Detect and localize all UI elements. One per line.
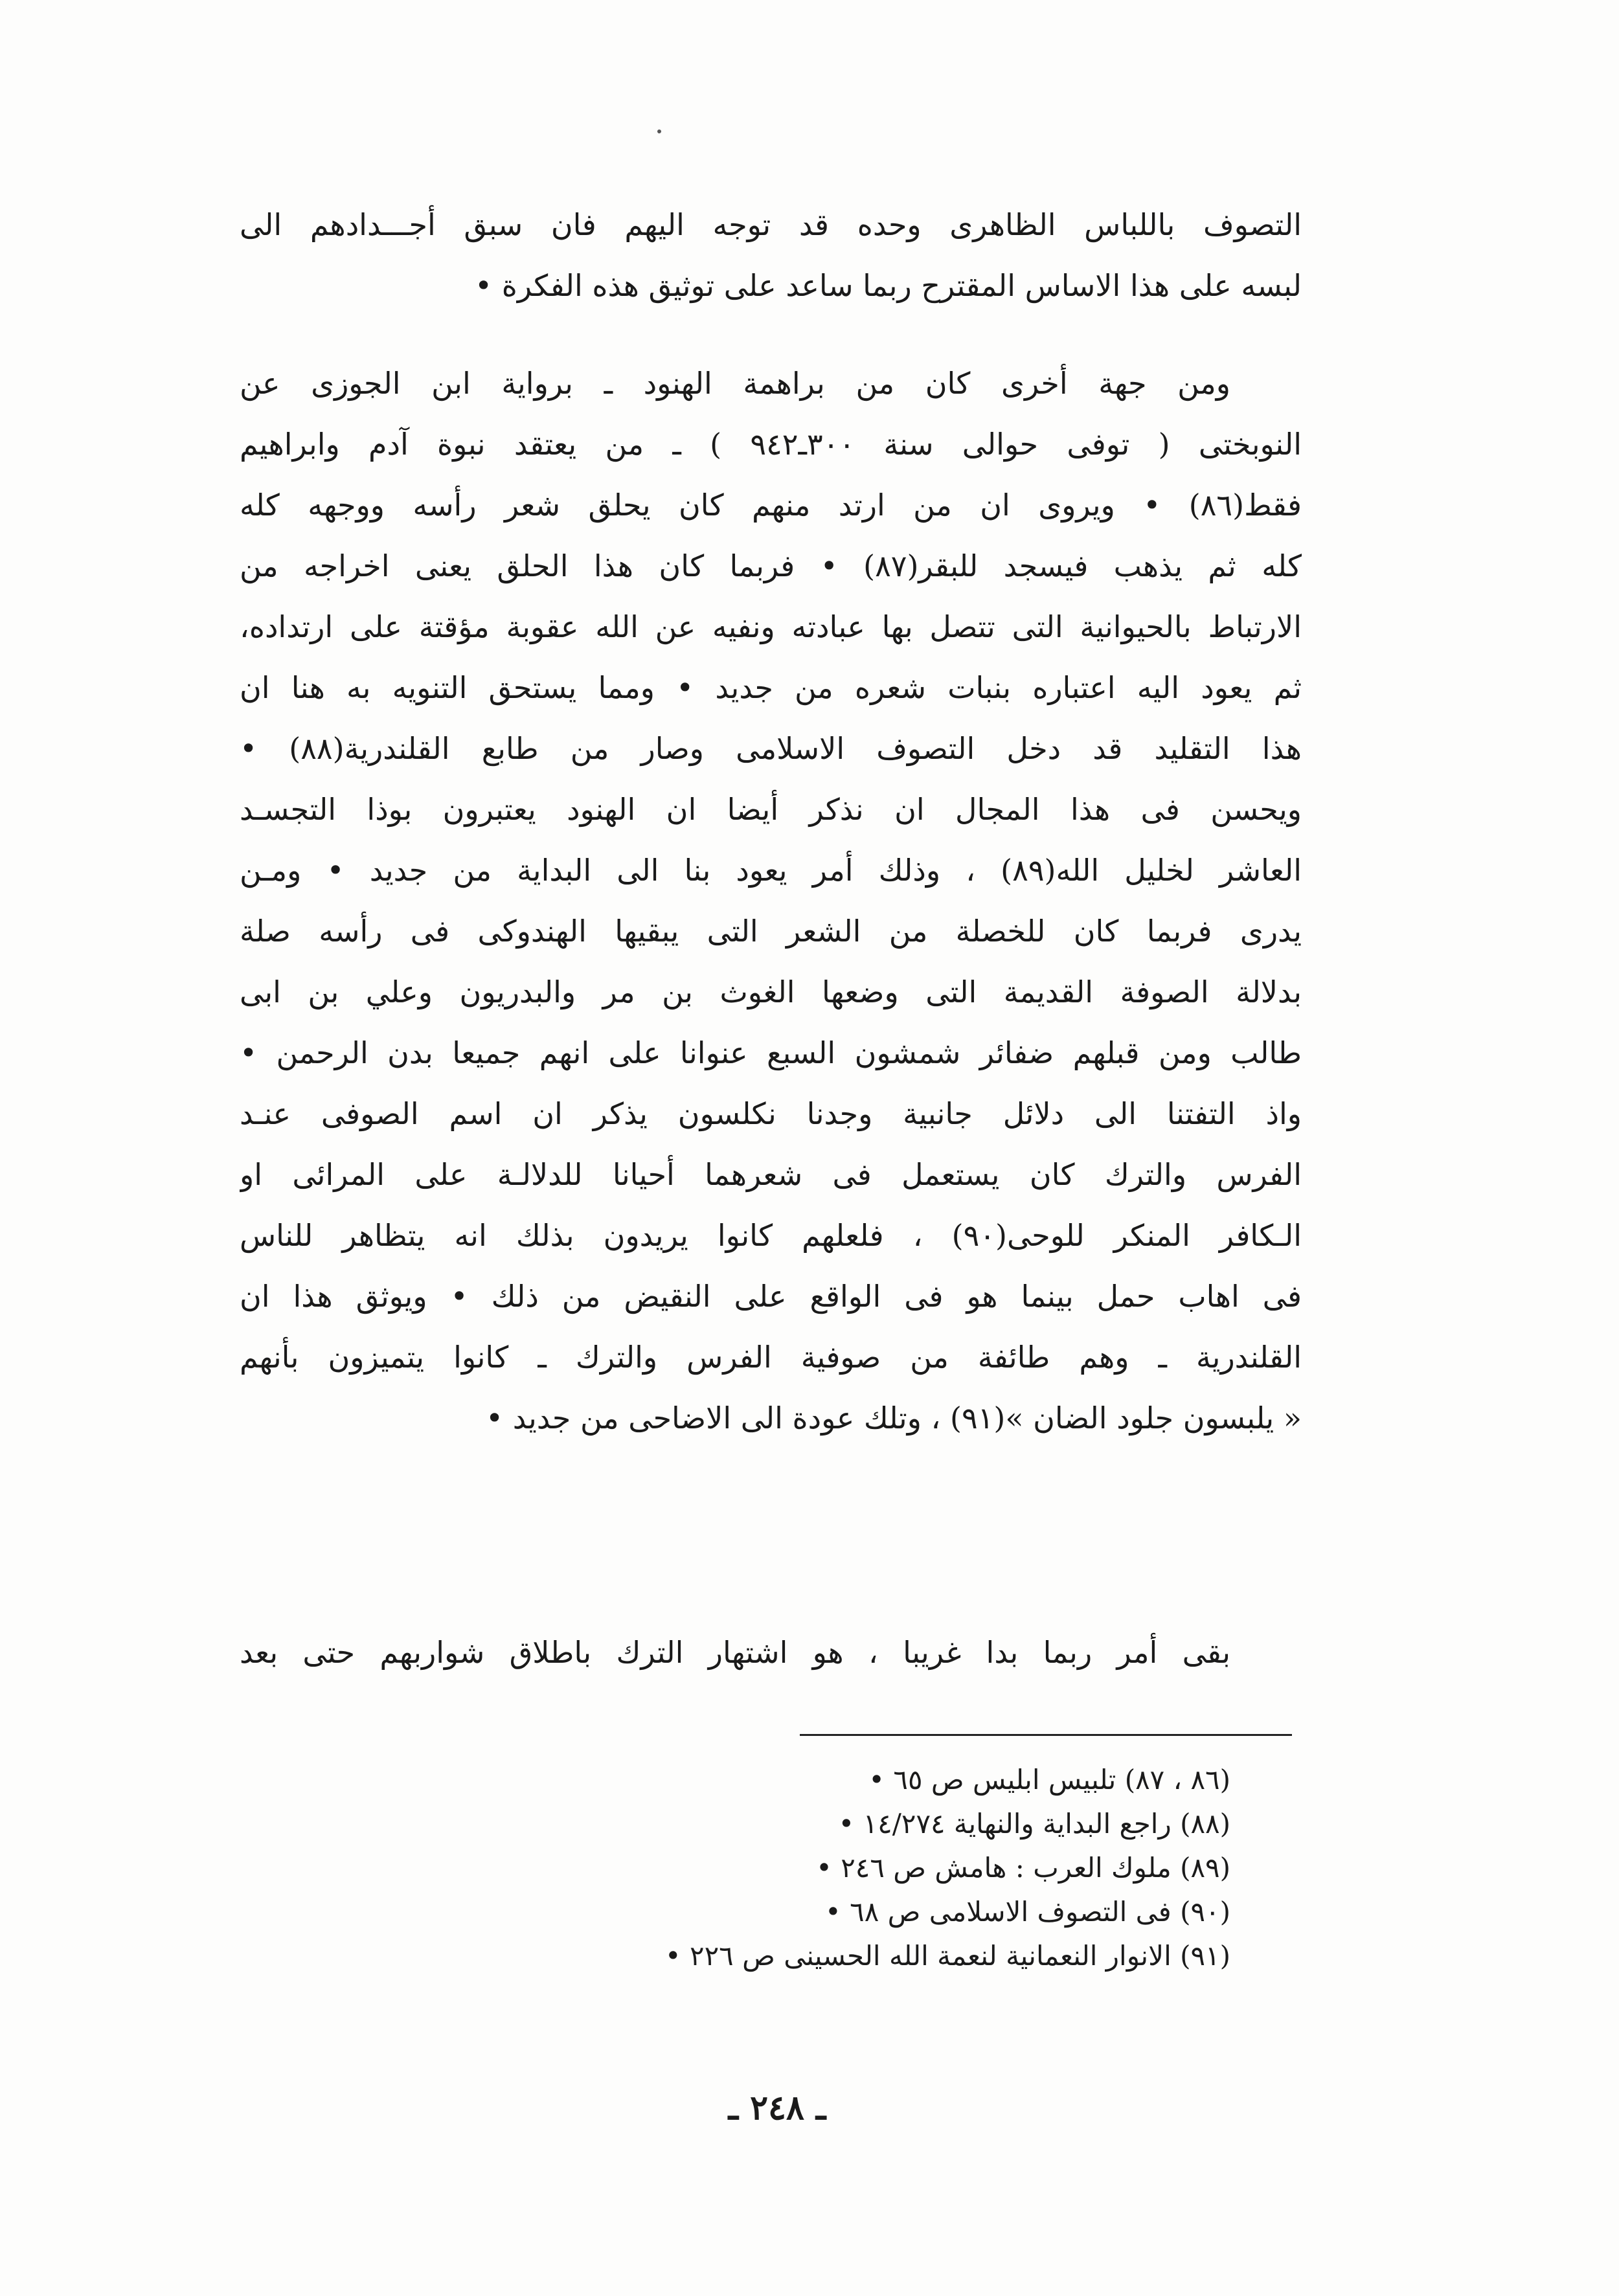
paragraph-3	[240, 1622, 1302, 1683]
footnote: (٨٦ ، ٨٧) تلبيس ابليس ص ٦٥ •	[868, 1764, 1230, 1795]
text-line: ومن جهة أخرى كان من براهمة الهنود ـ برواية ابن الجوزى عن	[240, 366, 1230, 401]
text-line: يدرى فربما كان للخصلة من الشعر التى يبقيها الهندوكى فى رأسه صلة	[240, 914, 1302, 949]
footnotes	[389, 1758, 1230, 1978]
text-line: القلندرية ـ وهم طائفة من صوفية الفرس والترك ـ كانوا يتميزون بأنهم	[240, 1340, 1302, 1375]
paragraph-1	[240, 194, 1302, 316]
footnote: (٩٠) فى التصوف الاسلامى ص ٦٨ •	[825, 1896, 1230, 1928]
text-line: واذ التفتنا الى دلائل جانبية وجدنا نكلسون يذكر ان اسم الصوفى عنـد	[240, 1096, 1302, 1131]
text-line: لبسه على هذا الاساس المقترح ربما ساعد على توثيق هذه الفكرة •	[475, 268, 1302, 303]
footnote: (٩١) الانوار النعمانية لنعمة الله الحسينى ص ٢٢٦ •	[664, 1940, 1230, 1972]
text-line: فى اهاب حمل بينما هو فى الواقع على النقيض من ذلك • ويوثق هذا ان	[240, 1279, 1302, 1314]
text-line: طالب ومن قبلهم ضفائر شمشون السبع عنوانا على انهم جميعا بدن الرحمن •	[240, 1035, 1302, 1070]
text-line: ثم يعود اليه اعتباره بنبات شعره من جديد • ومما يستحق التنويه به هنا ان	[240, 670, 1302, 705]
ink-dot	[657, 129, 661, 133]
text-line: النوبختى ( توفى حوالى سنة ٣٠٠ـ٩٤٢ ) ـ من يعتقد نبوة آدم وابراهيم	[240, 427, 1302, 462]
text-line: هذا التقليد قد دخل التصوف الاسلامى وصار من طابع القلندرية(٨٨) •	[240, 731, 1302, 766]
text-line: الفرس والترك كان يستعمل فى شعرهما أحيانا للدلالـة على المرائى او	[240, 1157, 1302, 1192]
text-line: كله ثم يذهب فيسجد للبقر(٨٧) • فربما كان هذا الحلق يعنى اخراجه من	[240, 548, 1302, 583]
paragraph-2	[240, 353, 1302, 1448]
text-line: « يلبسون جلود الضان »(٩١) ، وتلك عودة الى الاضاحى من جديد •	[486, 1401, 1302, 1435]
footnote-separator	[800, 1734, 1292, 1736]
text-line: فقط(٨٦) • ويروى ان من ارتد منهم كان يحلق شعر رأسه ووجهه كله	[240, 488, 1302, 523]
text-line: التصوف باللباس الظاهرى وحده قد توجه اليهم فان سبق أجـــدادهم الى	[240, 207, 1302, 242]
text-line: ويحسن فى هذا المجال ان نذكر أيضا ان الهنود يعتبرون بوذا التجسـد	[240, 792, 1302, 827]
footnote: (٨٩) ملوك العرب : هامش ص ٢٤٦ •	[816, 1852, 1230, 1884]
text-line: الارتباط بالحيوانية التى تتصل بها عبادته ونفيه عن الله عقوبة مؤقتة على ارتداده،	[240, 609, 1302, 644]
text-line: بقى أمر ربما بدا غريبا ، هو اشتهار الترك باطلاق شواربهم حتى بعد	[240, 1635, 1230, 1670]
text-line: الـكافر المنكر للوحى(٩٠) ، فلعلهم كانوا يريدون بذلك انه يتظاهر للناس	[240, 1218, 1302, 1253]
footnote: (٨٨) راجع البداية والنهاية ١٤/٢٧٤ •	[838, 1808, 1230, 1840]
page-number: ـ ٢٤٨ ـ	[728, 2088, 826, 2128]
text-line: العاشر لخليل الله(٨٩) ، وذلك أمر يعود بنا الى البداية من جديد • ومـن	[240, 853, 1302, 888]
text-line: بدلالة الصوفة القديمة التى وضعها الغوث بن مر والبدريون وعلي بن ابى	[240, 974, 1302, 1009]
